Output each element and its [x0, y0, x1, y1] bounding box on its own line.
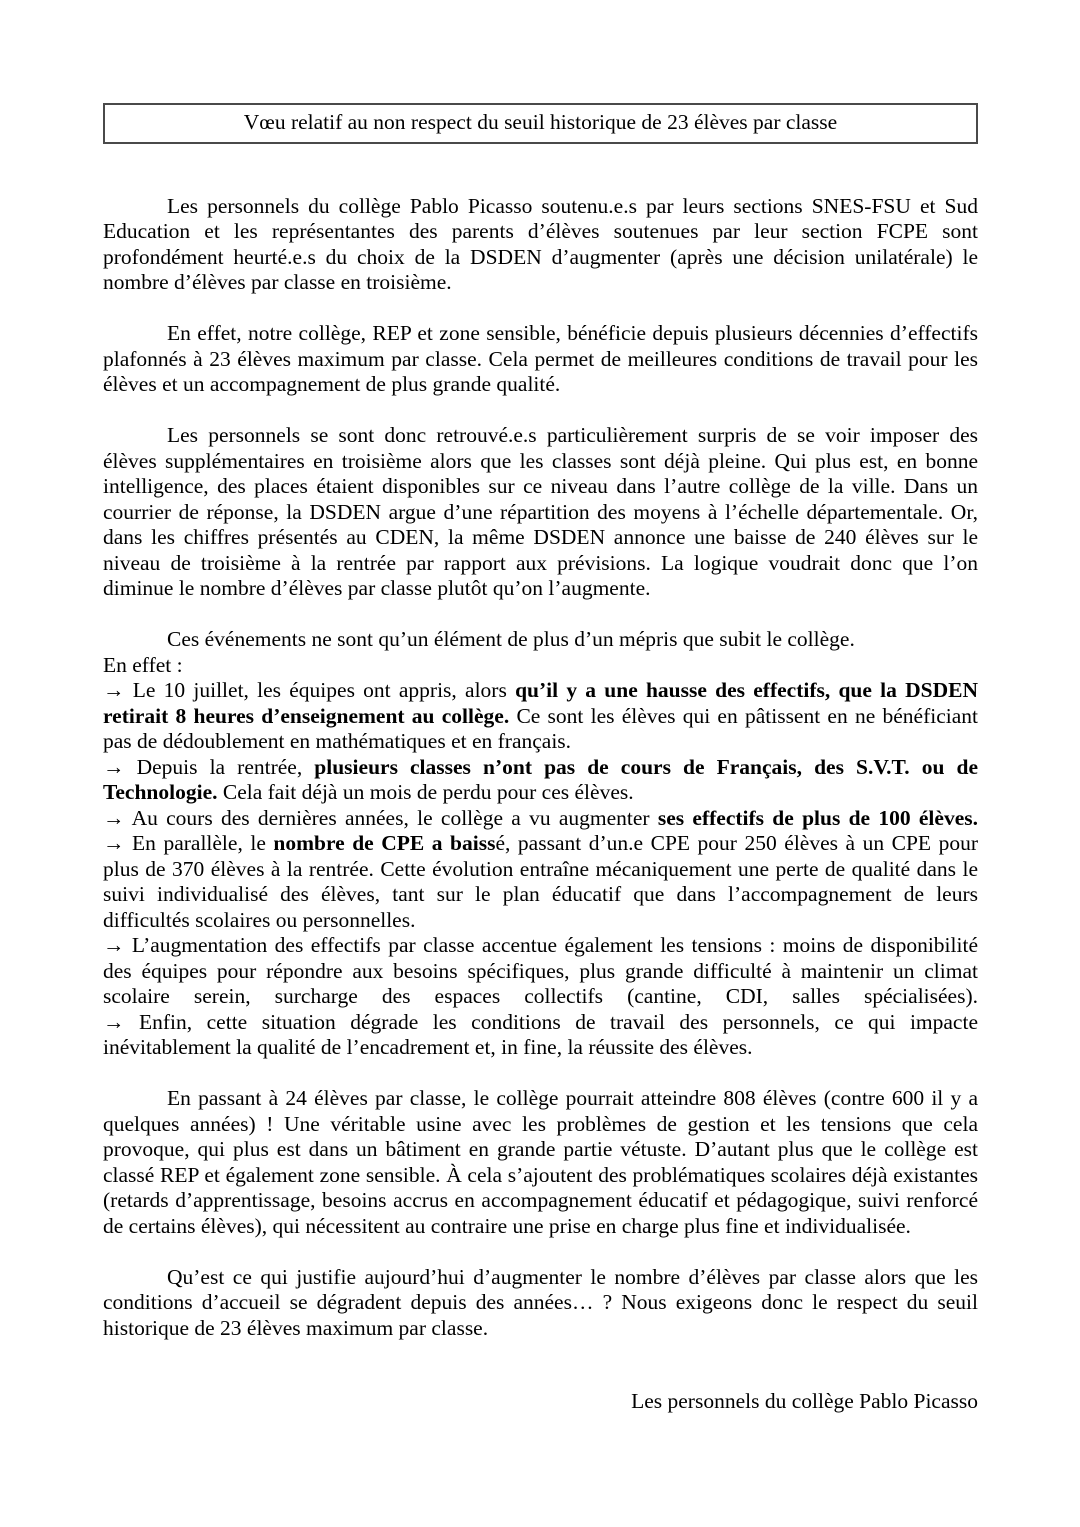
- paragraph-10: → L’augmentation des effectifs par classe accentue également les tensions : moins de disponibilité des équipes pour répondre aux besoins spécifiques, plus grande difficulté à maintenir un climat scolaire serein, surcharge des espaces collectifs (cantine, CDI, salles spécialisées).: [103, 933, 978, 1008]
- paragraph-5: En effet :: [103, 652, 183, 677]
- paragraph-7: → Depuis la rentrée, plusieurs classes n’ont pas de cours de Français, des S.V.T. ou de Technologie. Cela fait déjà un mois de perdu pour ces élèves.: [103, 754, 978, 804]
- signature: Les personnels du collège Pablo Picasso: [631, 1389, 978, 1413]
- paragraph-3: Les personnels se sont donc retrouvé.e.s particulièrement surpris de se voir imposer des élèves supplémentaires en troisième alors que les classes sont déjà pleine. Qui plus est, en bonne intelligence, des places étaient disponibles sur ce niveau dans l’autre collège de la ville. Dans un courrier de réponse, la DSDEN argue d’une répartition des moyens à l’échelle départementale. Or, dans les chiffres présentés au CDEN, la même DSDEN annonce une baisse de 240 élèves sur le niveau de troisième à la rentrée par rapport aux prévisions. La logique voudrait donc que l’on diminue le nombre d’élèves par classe plutôt qu’on l’augmente.: [103, 423, 978, 600]
- paragraph-6: → Le 10 juillet, les équipes ont appris, alors qu’il y a une hausse des effectifs, que la DSDEN retirait 8 heures d’enseignement au collège. Ce sont les élèves qui en pâtissent en ne bénéficiant pas de dédoublement en mathématiques et en français.: [103, 678, 978, 753]
- document-title: Vœu relatif au non respect du seuil historique de 23 élèves par classe: [243, 110, 838, 134]
- paragraph-4: Ces événements ne sont qu’un élément de plus d’un mépris que subit le collège.: [167, 627, 855, 651]
- paragraph-8: → Au cours des dernières années, le collège a vu augmenter ses effectifs de plus de 100 élèves.: [103, 805, 978, 830]
- paragraph-11: → Enfin, cette situation dégrade les conditions de travail des personnels, ce qui impacte inévitablement la qualité de l’encadrement et, in fine, la réussite des élèves.: [103, 1009, 978, 1059]
- paragraph-13: Qu’est ce qui justifie aujourd’hui d’augmenter le nombre d’élèves par classe alors que les conditions d’accueil se dégradent depuis des années… ? Nous exigeons donc le respect du seuil historique de 23 élèves maximum par classe.: [103, 1264, 978, 1340]
- document-paragraphs: [103, 194, 978, 1342]
- paragraph-9: → En parallèle, le nombre de CPE a baissé, passant d’un.e CPE pour 250 élèves à un CPE pour plus de 370 élèves à la rentrée. Cette évolution entraîne mécaniquement une perte de qualité dans le suivi individualisé des élèves, tant sur le plan éducatif que dans l’accompagnement de leurs difficultés scolaires ou personnelles.: [103, 831, 979, 932]
- paragraph-1: Les personnels du collège Pablo Picasso soutenu.e.s par leurs sections SNES-FSU et Sud Education et les représentantes des parents d’élèves soutenues par leur section FCPE sont profondément heurté.e.s du choix de la DSDEN d’augmenter (après une décision unilatérale) le nombre d’élèves par classe en troisième.: [103, 193, 978, 294]
- paragraph-12: En passant à 24 élèves par classe, le collège pourrait atteindre 808 élèves (contre 600 il y a quelques années) ! Une véritable usine avec les problèmes de gestion et les tensions que cela provoque, qui plus est dans un bâtiment en grande partie vétuste. D’autant plus que le collège est classé REP et également zone sensible. À cela s’ajoutent des problématiques scolaires déjà existantes (retards d’apprentissage, besoins accrus en accompagnement éducatif et pédagogique, suivi renforcé de certains élèves), qui nécessitent au contraire une prise en charge plus fine et individualisée.: [103, 1086, 978, 1238]
- paragraph-2: En effet, notre collège, REP et zone sensible, bénéficie depuis plusieurs décennies d’effectifs plafonnés à 23 élèves maximum par classe. Cela permet de meilleures conditions de travail pour les élèves et un accompagnement de plus grande qualité.: [103, 321, 978, 396]
- title-box: [103, 103, 978, 144]
